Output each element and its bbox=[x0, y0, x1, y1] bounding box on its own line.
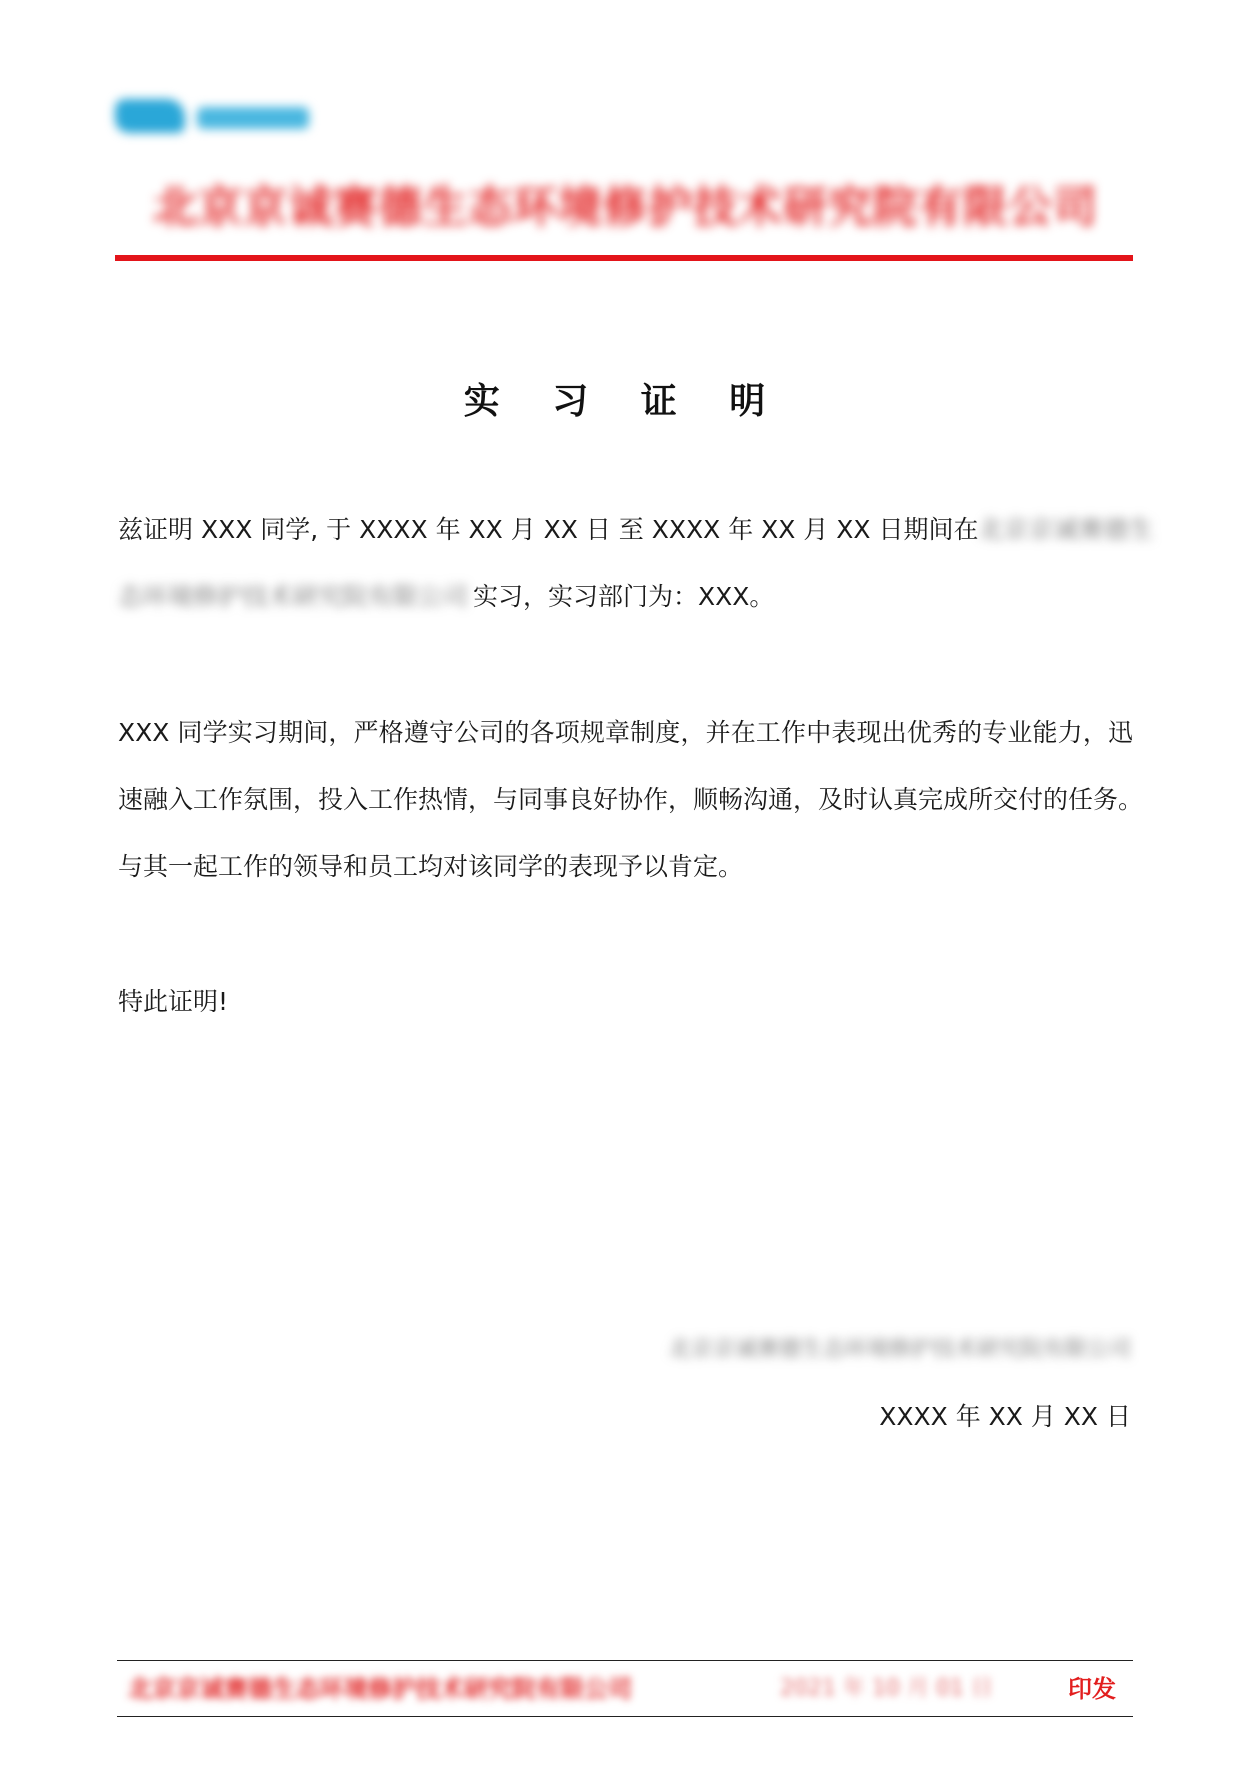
footer-company-name: 北京京诚赛德生态环境修护技术研究院有限公司 bbox=[128, 1675, 632, 1703]
paragraph-1-line-1-text: 兹证明 XXX 同学, 于 XXXX 年 XX 月 XX 日 至 XXXX 年 XX 月 XX 日期间在 bbox=[118, 515, 979, 544]
footer-bottom-rule bbox=[117, 1716, 1133, 1717]
logo-mark bbox=[115, 99, 185, 133]
signature-date: XXXX 年 XX 月 XX 日 bbox=[879, 1402, 1131, 1431]
paragraph-1-redacted-company-start: 北京京诚赛德生 bbox=[978, 515, 1154, 544]
footer-top-rule bbox=[117, 1660, 1133, 1661]
paragraph-2-line-1: XXX 同学实习期间，严格遵守公司的各项规章制度，并在工作中表现出优秀的专业能力，迅 bbox=[118, 718, 1133, 747]
paragraph-2-line-2: 速融入工作氛围，投入工作热情，与同事良好协作，顺畅沟通，及时认真完成所交付的任务。 bbox=[118, 785, 1144, 814]
footer-issue-date: 2021 年 10 月 01 日 bbox=[780, 1676, 993, 1701]
logo-wordmark bbox=[197, 107, 309, 129]
paragraph-1-line-1 bbox=[118, 513, 1154, 547]
letterhead-company-name: 北京京诚赛德生态环境修护技术研究院有限公司 bbox=[153, 182, 1098, 233]
paragraph-1-redacted-company-end: 态环境修护技术研究院有限公司 bbox=[118, 582, 469, 611]
paragraph-1-line-2-text: 实习，实习部门为：XXX。 bbox=[473, 582, 775, 611]
paragraph-1-line-2 bbox=[118, 580, 774, 614]
document-title: 实 习 证 明 bbox=[463, 381, 786, 422]
paragraph-2-line-3: 与其一起工作的领导和员工均对该同学的表现予以肯定。 bbox=[118, 852, 744, 881]
signature-company-name: 北京京诚赛德生态环境修护技术研究院有限公司 bbox=[668, 1337, 1131, 1362]
letterhead-red-rule bbox=[115, 255, 1133, 261]
closing-statement: 特此证明! bbox=[118, 987, 229, 1016]
company-logo-icon bbox=[115, 95, 310, 135]
footer-issued-label: 印发 bbox=[1068, 1675, 1116, 1703]
